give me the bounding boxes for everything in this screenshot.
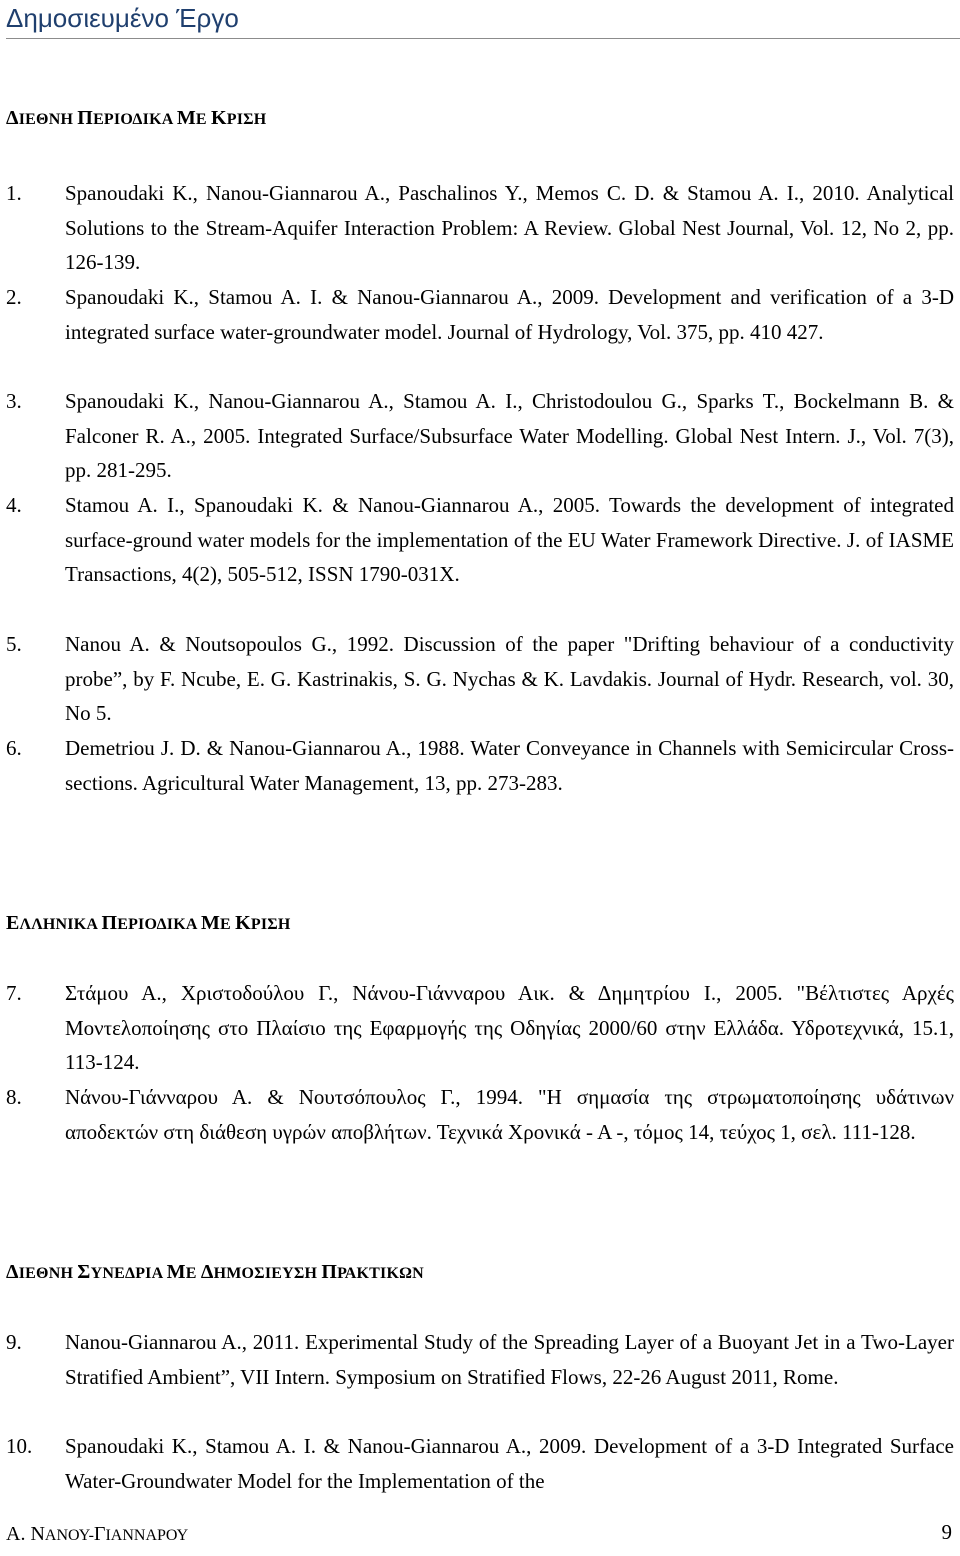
entry-number: 10. <box>6 1434 33 1458</box>
entry-text: Spanoudaki K., Stamou A. I. & Nanou-Giannarou A., 2009. Development of a 3-D Integrated Surface Water-Groundwater Model for the Implementation of the <box>65 1434 954 1493</box>
title-underline <box>6 38 960 39</box>
entry-number: 7. <box>6 981 22 1005</box>
entry-text: Nanou-Giannarou A., 2011. Experimental Study of the Spreading Layer of a Buoyant Jet in a Two-Layer Stratified Ambient”, VII Intern. Symposium on Stratified Flows, 22-26 August 2011, Rome. <box>65 1330 954 1389</box>
page-number: 9 <box>941 1520 952 1544</box>
entry-text: Spanoudaki K., Nanou-Giannarou A., Paschalinos Y., Memos C. D. & Stamou A. I., 2010. Analytical Solutions to the Stream-Aquifer Interaction Problem: A Review. Global Nest Journal, Vol. 12, No 2, pp. 126-139. <box>65 181 954 275</box>
entry-text: Nanou A. & Noutsopoulos G., 1992. Discussion of the paper "Drifting behaviour of a conductivity probe”, by F. Ncube, E. G. Kastrinakis, S. G. Nychas & K. Lavdakis. Journal of Hydr. Research, vol. 30, No 5. <box>65 632 954 726</box>
entry-number: 2. <box>6 285 22 309</box>
section-heading-greek-journals: ΕΛΛΗΝΙΚΑ ΠΕΡΙΟΔΙΚΑ ΜΕ ΚΡΙΣΗ <box>6 912 291 934</box>
entry-number: 1. <box>6 181 22 205</box>
entry-number: 6. <box>6 736 22 760</box>
entry-number: 9. <box>6 1330 22 1354</box>
entry-text: Stamou A. I., Spanoudaki K. & Nanou-Giannarou A., 2005. Towards the development of integrated surface-ground water models for the implementation of the EU Water Framework Directive. J. of IASME Transactions, 4(2), 505-512, ISSN 1790-031X. <box>65 493 954 587</box>
entry-text: Στάμου Α., Χριστοδούλου Γ., Νάνου-Γιάνναρου Αικ. & Δημητρίου Ι., 2005. "Βέλτιστες Αρχές Μοντελοποίησης στο Πλαίσιο της Εφαρμογής της Οδηγίας 2000/60 στην Ελλάδα. Υδροτεχνικά, 15.1, 113-124. <box>65 981 954 1075</box>
entry-text: Νάνου-Γιάνναρου Α. & Νουτσόπουλος Γ., 1994. "Η σημασία της στρωματοποίησης υδάτινων αποδεκτών στη διάθεση υγρών αποβλήτων. Τεχνικά Χρονικά - Α -, τόμος 14, τεύχος 1, σελ. 111-128. <box>65 1085 954 1144</box>
section-heading-international-journals: ΔΙΕΘΝΗ ΠΕΡΙΟΔΙΚΑ ΜΕ ΚΡΙΣΗ <box>6 107 267 129</box>
entry-number: 3. <box>6 389 22 413</box>
entry-text: Spanoudaki K., Nanou-Giannarou A., Stamou A. I., Christodoulou G., Sparks T., Bockelmann B. & Falconer R. A., 2005. Integrated Surface/Subsurface Water Modelling. Global Nest Intern. J., Vol. 7(3), pp. 281-295. <box>65 389 954 483</box>
page-title: Δημοσιευμένο Έργο <box>6 3 239 33</box>
entry-number: 8. <box>6 1085 22 1109</box>
footer-author: Α. ΝΑΝΟΥ-ΓΙΑΝΝΑΡΟΥ <box>6 1523 189 1545</box>
entry-text: Demetriou J. D. & Nanou-Giannarou A., 1988. Water Conveyance in Channels with Semicircular Cross-sections. Agricultural Water Management, 13, pp. 273-283. <box>65 736 954 795</box>
section-heading-international-conferences: ΔΙΕΘΝΗ ΣΥΝΕΔΡΙΑ ΜΕ ΔΗΜΟΣΙΕΥΣΗ ΠΡΑΚΤΙΚΩΝ <box>6 1261 424 1283</box>
entry-number: 5. <box>6 632 22 656</box>
entry-number: 4. <box>6 493 22 517</box>
entry-text: Spanoudaki K., Stamou A. I. & Nanou-Giannarou A., 2009. Development and verification of a 3-D integrated surface water-groundwater model. Journal of Hydrology, Vol. 375, pp. 410 427. <box>65 285 954 344</box>
